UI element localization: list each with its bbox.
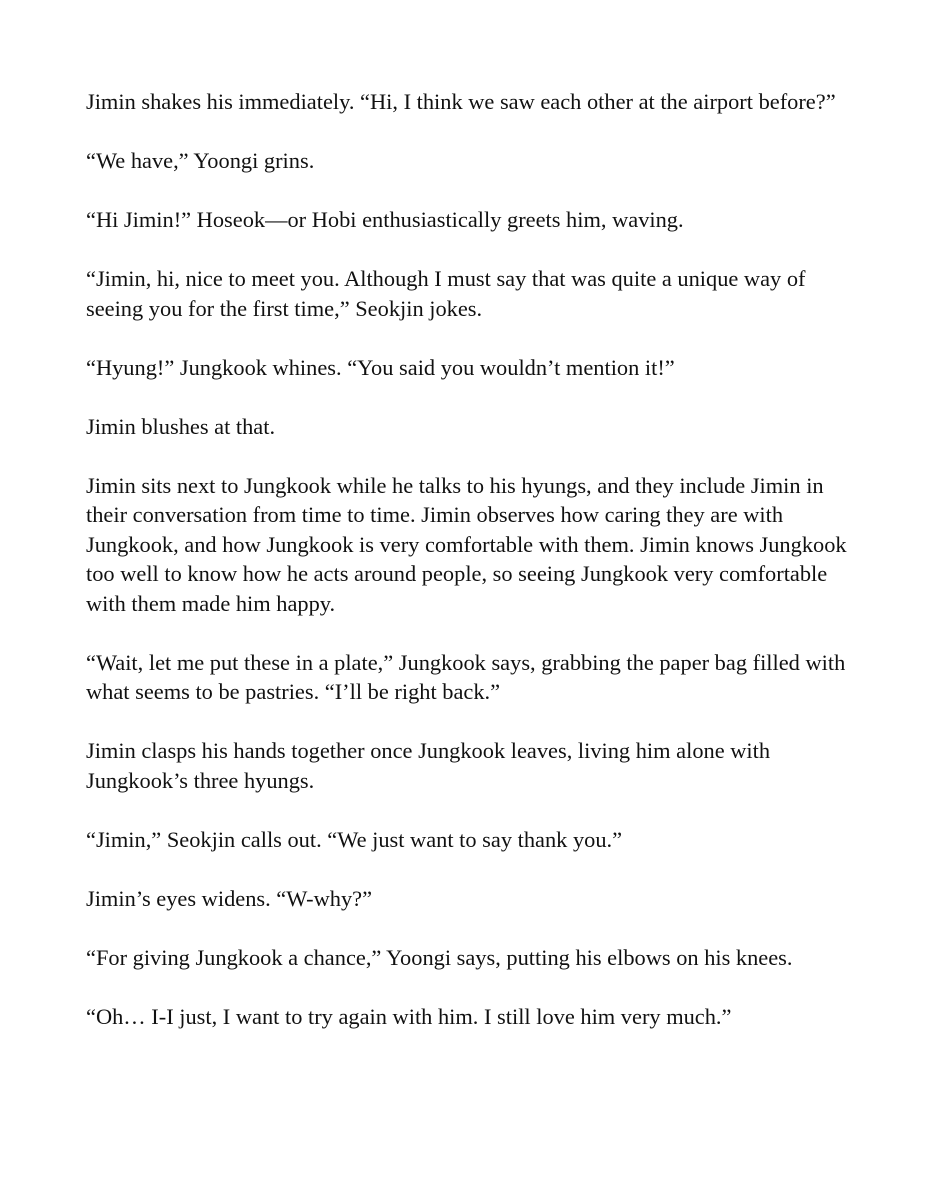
paragraph: “We have,” Yoongi grins. [86, 148, 315, 173]
paragraph: Jimin blushes at that. [86, 413, 276, 439]
story-text [86, 87, 866, 1031]
paragraph: “Wait, let me put these in a plate,” Jungkook says, grabbing the paper bag filled with what seems to be pastries. “I’ll be right back.” [86, 649, 846, 704]
paragraph: “Hi Jimin!” Hoseok—or Hobi enthusiastically greets him, waving. [86, 207, 684, 232]
paragraph: “Jimin,” Seokjin calls out. “We just want to say thank you.” [86, 826, 623, 852]
paragraph: “Hyung!” Jungkook whines. “You said you wouldn’t mention it!” [86, 354, 675, 380]
paragraph: Jimin sits next to Jungkook while he talks to his hyungs, and they include Jimin in their conversation from time to time. Jimin observes how caring they are with Jungkook, and how Jungkook is very comfortable with them. Jimin knows Jungkook too well to know how he acts around people, so seeing Jungkook very comfortable with them made him happy. [86, 472, 847, 616]
paragraph: “For giving Jungkook a chance,” Yoongi says, putting his elbows on his knees. [86, 944, 793, 970]
paragraph: Jimin clasps his hands together once Jungkook leaves, living him alone with Jungkook’s three hyungs. [86, 738, 771, 793]
paragraph: “Oh… I-I just, I want to try again with him. I still love him very much.” [86, 1003, 732, 1029]
paragraph: Jimin shakes his immediately. “Hi, I think we saw each other at the airport before?” [86, 89, 836, 114]
paragraph: Jimin’s eyes widens. “W-why?” [86, 885, 373, 911]
paragraph: “Jimin, hi, nice to meet you. Although I must say that was quite a unique way of seeing you for the first time,” Seokjin jokes. [86, 266, 806, 321]
